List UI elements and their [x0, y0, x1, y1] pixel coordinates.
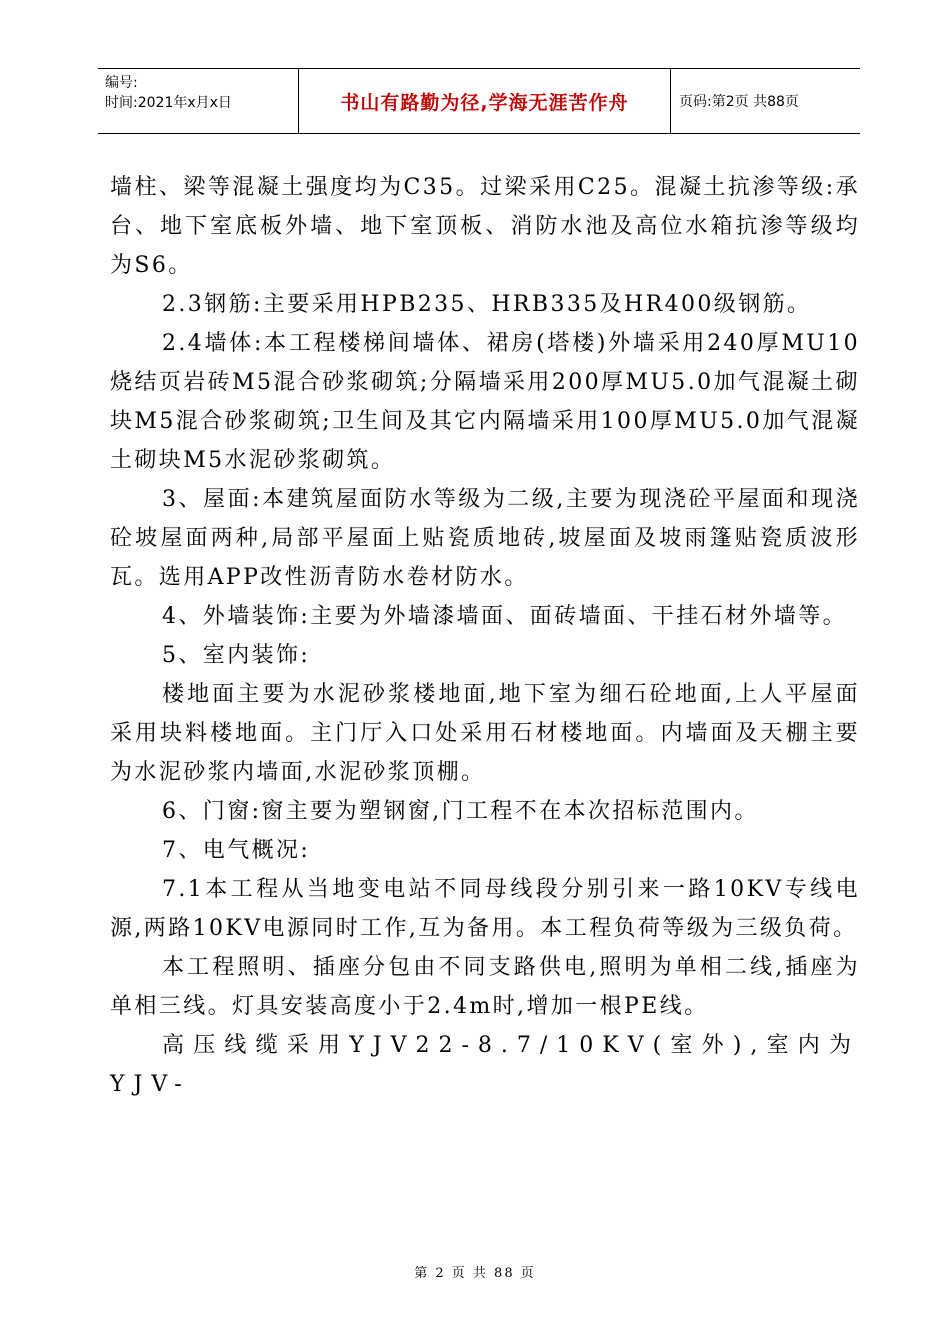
header-motto: 书山有路勤为径,学海无涯苦作舟 [340, 91, 629, 114]
paragraph-cables: 高压线缆采用YJV22-8.7/10KV(室外),室内为YJV- [110, 1033, 860, 1097]
paragraph-electrical-heading: 7、电气概况: [162, 838, 311, 863]
document-number-label: 编号: [105, 75, 138, 91]
paragraph-interior-finish: 楼地面主要为水泥砂浆楼地面,地下室为细石砼地面,上人平屋面采用块料楼地面。主门厅入口处采用石材楼地面。内墙面及天棚主要为水泥砂浆内墙面,水泥砂浆顶棚。 [110, 682, 860, 785]
page-footer: 第 2 页 共 88 页 [414, 1266, 536, 1281]
document-time-label: 时间:2021年x月x日 [105, 95, 232, 111]
paragraph-roof: 3、屋面:本建筑屋面防水等级为二级,主要为现浇砼平屋面和现浇砼坡屋面两种,局部平屋面上贴瓷质地砖,坡屋面及坡雨篷贴瓷质波形瓦。选用APP改性沥青防水卷材防水。 [110, 487, 860, 590]
paragraph-interior-heading: 5、室内装饰: [162, 643, 311, 668]
paragraph-lighting: 本工程照明、插座分包由不同支路供电,照明为单相二线,插座为单相三线。灯具安装高度小于2.4m时,增加一根PE线。 [110, 955, 860, 1019]
paragraph-exterior-finish: 4、外墙装饰:主要为外墙漆墙面、面砖墙面、干挂石材外墙等。 [162, 604, 848, 629]
document-body [110, 168, 860, 1104]
header-page-cell [671, 69, 860, 133]
paragraph-walls: 2.4墙体:本工程楼梯间墙体、裙房(塔楼)外墙采用240厚MU10烧结页岩砖M5混合砂浆砌筑;分隔墙采用200厚MU5.0加气混凝土砌块M5混合砂浆砌筑;卫生间及其它内隔墙采用100厚MU5.0加气混凝土砌块M5水泥砂浆砌筑。 [110, 331, 860, 473]
header-page-number: 页码:第2页 共88页 [679, 94, 799, 110]
header-info-cell [98, 69, 299, 133]
header-motto-cell [299, 69, 671, 133]
paragraph-power-supply: 7.1本工程从当地变电站不同母线段分别引来一路10KV专线电源,两路10KV电源同时工作,互为备用。本工程负荷等级为三级负荷。 [110, 877, 860, 941]
page-header [98, 68, 860, 134]
paragraph-doors-windows: 6、门窗:窗主要为塑钢窗,门工程不在本次招标范围内。 [162, 799, 759, 824]
paragraph-rebar: 2.3钢筋:主要采用HPB235、HRB335及HR400级钢筋。 [162, 292, 812, 317]
paragraph-concrete: 墙柱、梁等混凝土强度均为C35。过梁采用C25。混凝土抗渗等级:承台、地下室底板外墙、地下室顶板、消防水池及高位水箱抗渗等级均为S6。 [110, 175, 860, 278]
